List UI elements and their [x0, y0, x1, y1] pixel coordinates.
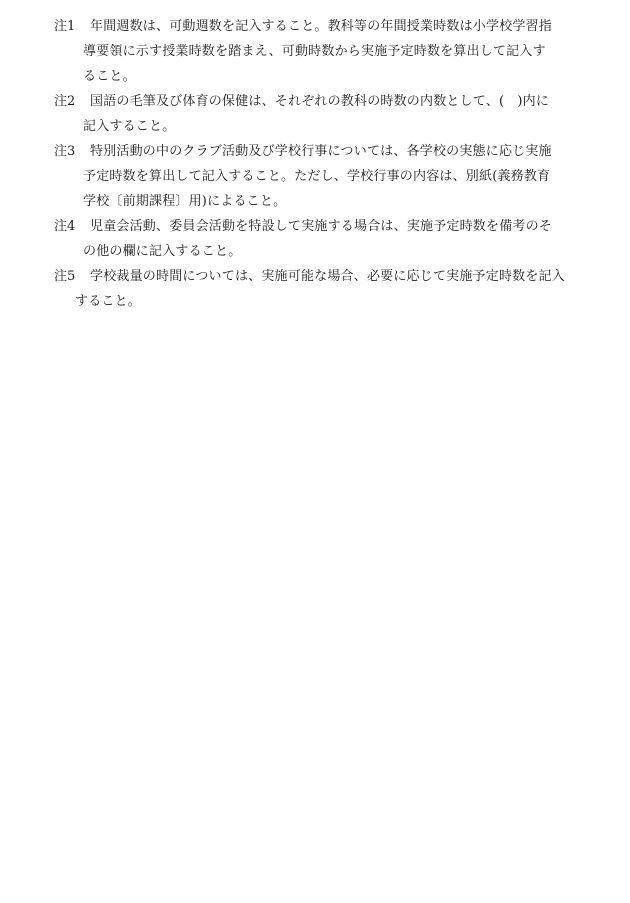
note-1-label: 注1 — [54, 19, 76, 34]
note-4-line-2: の他の欄に記入すること。 — [83, 244, 242, 259]
note-5-label: 注5 — [54, 269, 76, 284]
note-1-line-2: 導要領に示す授業時数を踏まえ、可動時数から実施予定時数を算出して記入す — [83, 44, 546, 59]
note-5-line-1: 学校裁量の時間については、実施可能な場合、必要に応じて実施予定時数を記入 — [90, 269, 565, 284]
note-4 — [0, 214, 630, 264]
note-4-body — [82, 214, 602, 264]
note-3-line-3: 学校〔前期課程〕用)によること。 — [83, 194, 287, 209]
note-3-line-1: 特別活動の中のクラブ活動及び学校行事については、各学校の実態に応じ実施 — [90, 144, 552, 159]
note-4-label: 注4 — [54, 219, 76, 234]
note-3-body — [82, 139, 602, 214]
note-2-line-2: 記入すること。 — [83, 119, 176, 134]
note-1-line-1: 年間週数は、可動週数を記入すること。教科等の年間授業時数は小学校学習指 — [90, 19, 553, 34]
note-2-line-1: 国語の毛筆及び体育の保健は、それぞれの教科の時数の内数として、( )内に — [90, 94, 550, 109]
notes-list — [0, 14, 630, 314]
note-3-line-2: 予定時数を算出して記入すること。ただし、学校行事の内容は、別紙(義務教育 — [83, 169, 551, 184]
note-5-body — [75, 264, 602, 314]
note-2-label: 注2 — [54, 94, 76, 109]
note-5 — [0, 264, 630, 314]
note-2-body — [82, 89, 602, 139]
note-4-line-1: 児童会活動、委員会活動を特設して実施する場合は、実施予定時数を備考のそ — [90, 219, 553, 234]
note-3-label: 注3 — [54, 144, 76, 159]
note-3 — [0, 139, 630, 214]
note-1-body — [82, 14, 602, 89]
note-1 — [0, 14, 630, 89]
note-5-line-2: すること。 — [75, 294, 142, 309]
note-1-line-3: ること。 — [83, 69, 136, 84]
note-2 — [0, 89, 630, 139]
